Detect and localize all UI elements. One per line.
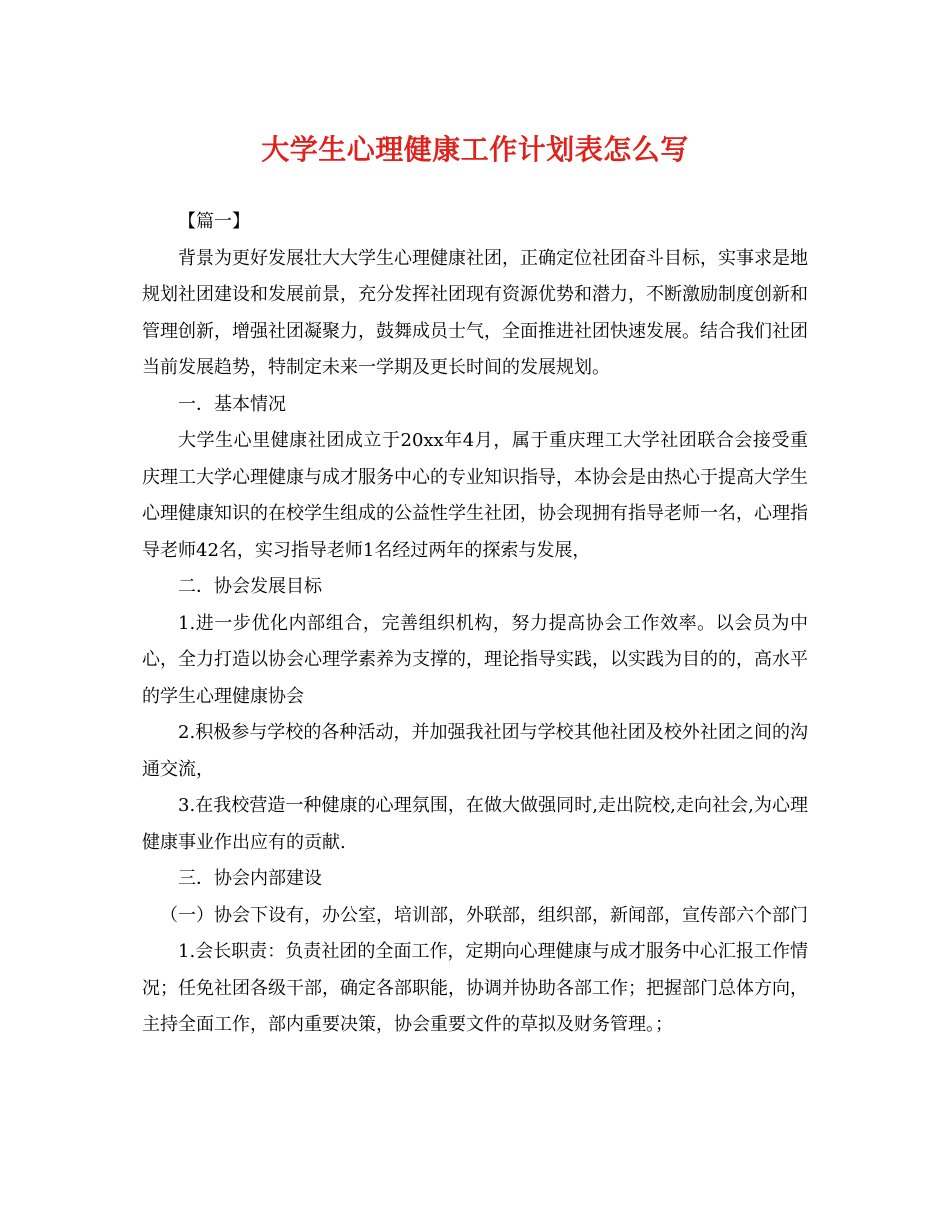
- document-title: 大学生心理健康工作计划表怎么写: [261, 133, 689, 166]
- paragraph-departments: （一）协会下设有，办公室，培训部，外联部，组织部，新闻部，宣传部六个部门: [160, 904, 808, 926]
- paragraph-goal-2: 2.积极参与学校的各种活动，并加强我社团与学校其他社团及校外社团之间的沟通交流，: [142, 722, 808, 780]
- paragraph-background: 背景为更好发展壮大大学生心理健康社团，正确定位社团奋斗目标，实事求是地规划社团建设和发展前景，充分发挥社团现有资源优势和潜力，不断激励制度创新和管理创新，增强社团凝聚力，鼓舞成员士气，全面推进社团快速发展。结合我们社团当前发展趋势，特制定未来一学期及更长时间的发展规划。: [142, 247, 808, 378]
- heading-goals: 二．协会发展目标: [178, 576, 322, 597]
- heading-basic-info: 一．基本情况: [178, 393, 286, 415]
- paragraph-basic-info: 大学生心里健康社团成立于20xx年4月，属于重庆理工大学社团联合会接受重庆理工大学心理健康与成才服务中心的专业知识指导，本协会是由热心于提高大学生心理健康知识的在校学生组成的公益性学生社团，协会现拥有指导老师一名，心理指导老师42名，实习指导老师1名经过两年的探索与发展，: [142, 430, 808, 561]
- document-body: [142, 204, 808, 1044]
- heading-internal-building: 三．协会内部建设: [178, 868, 322, 889]
- paragraph-goal-1: 1.进一步优化内部组合，完善组织机构，努力提高协会工作效率。以会员为中心，全力打造以协会心理学素养为支撑的，理论指导实践，以实践为目的的，高水平的学生心理健康协会: [142, 612, 808, 707]
- paragraph-goal-3: 3.在我校营造一种健康的心理氛围，在做大做强同时,走出院校,走向社会,为心理健康事业作出应有的贡献.: [142, 795, 808, 853]
- paragraph-president-duties: 1.会长职责：负责社团的全面工作，定期向心理健康与成才服务中心汇报工作情况；任免社团各级干部，确定各部职能，协调并协助各部工作；把握部门总体方向，主持全面工作，部内重要决策，协会重要文件的草拟及财务管理。；: [142, 941, 808, 1035]
- section-label: 【篇一】: [178, 211, 250, 232]
